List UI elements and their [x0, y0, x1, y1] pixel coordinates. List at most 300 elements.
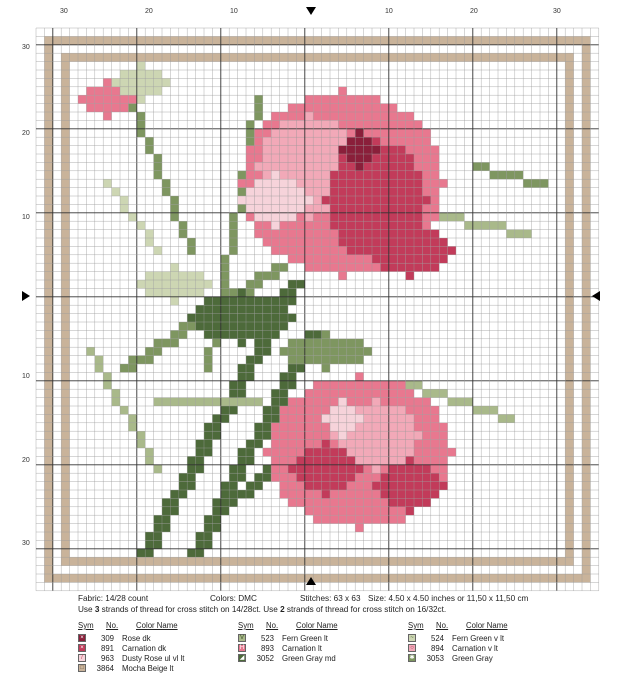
leaf	[246, 305, 254, 313]
flower	[330, 246, 338, 254]
flower	[347, 406, 355, 414]
flower	[414, 246, 422, 254]
leaf	[254, 322, 262, 330]
leaf	[406, 381, 414, 389]
flower	[422, 398, 430, 406]
flower	[330, 431, 338, 439]
flower	[414, 431, 422, 439]
leaf	[338, 356, 346, 364]
flower	[330, 398, 338, 406]
color-number: 3053	[426, 653, 444, 663]
flower	[355, 137, 363, 145]
leaf	[280, 347, 288, 355]
leaf	[103, 372, 111, 380]
flower	[305, 238, 313, 246]
flower-bud	[145, 70, 153, 78]
leaf	[196, 314, 204, 322]
flower	[372, 95, 380, 103]
flower	[406, 188, 414, 196]
flower	[322, 381, 330, 389]
flower	[347, 137, 355, 145]
flower	[296, 490, 304, 498]
flower	[422, 196, 430, 204]
flower	[406, 398, 414, 406]
leaf	[263, 305, 271, 313]
flower	[389, 440, 397, 448]
flower	[347, 120, 355, 128]
flower	[355, 507, 363, 515]
center-marker-left	[22, 291, 30, 301]
flower	[313, 204, 321, 212]
flower	[397, 473, 405, 481]
flower	[338, 95, 346, 103]
flower	[330, 137, 338, 145]
flower	[355, 414, 363, 422]
flower	[296, 465, 304, 473]
flower	[338, 389, 346, 397]
flower	[305, 414, 313, 422]
flower	[389, 196, 397, 204]
flower	[288, 238, 296, 246]
flower	[372, 482, 380, 490]
flower	[330, 406, 338, 414]
flower	[338, 398, 346, 406]
stem	[145, 238, 153, 246]
flower	[322, 238, 330, 246]
flower	[246, 179, 254, 187]
leaf	[330, 356, 338, 364]
flower	[305, 120, 313, 128]
flower	[271, 246, 279, 254]
leaf	[204, 297, 212, 305]
flower	[380, 440, 388, 448]
flower	[355, 221, 363, 229]
stem	[238, 171, 246, 179]
stem	[221, 280, 229, 288]
key-header-name: Color Name	[296, 621, 338, 630]
flower	[397, 423, 405, 431]
flower	[322, 456, 330, 464]
flower	[271, 129, 279, 137]
leaf	[103, 381, 111, 389]
flower	[389, 204, 397, 212]
flower	[364, 179, 372, 187]
flower	[380, 238, 388, 246]
flower	[406, 246, 414, 254]
leaf	[305, 339, 313, 347]
flower	[338, 213, 346, 221]
flower	[431, 146, 439, 154]
leaf	[187, 398, 195, 406]
flower	[397, 179, 405, 187]
flower	[389, 104, 397, 112]
flower	[389, 129, 397, 137]
flower	[355, 515, 363, 523]
flower	[313, 171, 321, 179]
flower	[364, 389, 372, 397]
flower	[364, 146, 372, 154]
flower	[271, 112, 279, 120]
leaf	[448, 398, 456, 406]
leaf	[481, 406, 489, 414]
flower	[380, 414, 388, 422]
flower	[338, 120, 346, 128]
border-stitches	[61, 53, 69, 565]
flower	[263, 196, 271, 204]
flower	[372, 246, 380, 254]
flower	[288, 465, 296, 473]
flower	[280, 162, 288, 170]
flower	[380, 246, 388, 254]
flower	[296, 179, 304, 187]
leaf	[154, 288, 162, 296]
flower	[414, 490, 422, 498]
flower	[372, 465, 380, 473]
stem	[128, 104, 136, 112]
flower	[330, 196, 338, 204]
flower	[380, 196, 388, 204]
flower	[380, 171, 388, 179]
flower	[431, 448, 439, 456]
flower	[322, 473, 330, 481]
flower	[389, 246, 397, 254]
color-number: 3864	[96, 663, 114, 673]
flower	[330, 120, 338, 128]
stitches-info: Stitches: 63 x 63	[300, 594, 361, 603]
key-header-no: No.	[436, 621, 449, 630]
flower	[422, 473, 430, 481]
swatch: V	[239, 635, 244, 641]
color-name: Carnation v lt	[452, 643, 498, 653]
flower	[280, 137, 288, 145]
flower-bud	[137, 70, 145, 78]
leaf	[254, 297, 262, 305]
flower	[380, 389, 388, 397]
stem	[254, 112, 262, 120]
flower	[288, 414, 296, 422]
leaf	[221, 322, 229, 330]
flower	[347, 179, 355, 187]
leaf	[187, 272, 195, 280]
flower	[372, 171, 380, 179]
flower	[431, 154, 439, 162]
flower	[355, 129, 363, 137]
flower	[355, 196, 363, 204]
flower	[422, 440, 430, 448]
flower	[313, 482, 321, 490]
flower	[364, 230, 372, 238]
flower	[439, 482, 447, 490]
flower	[271, 238, 279, 246]
flower	[355, 188, 363, 196]
stem	[120, 196, 128, 204]
flower	[422, 423, 430, 431]
flower	[347, 213, 355, 221]
flower	[431, 188, 439, 196]
leaf	[246, 297, 254, 305]
leaf	[196, 272, 204, 280]
flower	[389, 255, 397, 263]
flower	[322, 213, 330, 221]
flower	[389, 515, 397, 523]
flower	[254, 154, 262, 162]
flower	[296, 188, 304, 196]
flower	[380, 406, 388, 414]
flower	[406, 238, 414, 246]
flower	[355, 230, 363, 238]
flower	[397, 112, 405, 120]
flower-bud	[86, 95, 94, 103]
flower	[414, 263, 422, 271]
flower	[322, 440, 330, 448]
flower	[380, 473, 388, 481]
flower	[313, 246, 321, 254]
flower	[406, 120, 414, 128]
flower	[313, 120, 321, 128]
leaf	[288, 356, 296, 364]
flower	[414, 440, 422, 448]
flower-bud	[154, 70, 162, 78]
flower	[347, 263, 355, 271]
flower	[439, 473, 447, 481]
flower	[355, 423, 363, 431]
flower	[406, 498, 414, 506]
flower	[372, 112, 380, 120]
flower	[330, 129, 338, 137]
flower	[364, 120, 372, 128]
flower	[254, 213, 262, 221]
flower	[288, 431, 296, 439]
leaf	[187, 314, 195, 322]
stem	[229, 238, 237, 246]
flower	[271, 154, 279, 162]
flower	[254, 204, 262, 212]
leaf	[170, 398, 178, 406]
leaf	[170, 280, 178, 288]
color-key-column-2	[238, 621, 338, 663]
flower	[355, 104, 363, 112]
flower	[414, 230, 422, 238]
flower	[448, 448, 456, 456]
flower	[288, 120, 296, 128]
flower	[372, 515, 380, 523]
stem	[221, 263, 229, 271]
flower	[355, 204, 363, 212]
key-header-no: No.	[266, 621, 279, 630]
flower	[422, 414, 430, 422]
flower	[313, 398, 321, 406]
flower	[422, 146, 430, 154]
flower	[406, 146, 414, 154]
flower	[431, 196, 439, 204]
flower	[338, 238, 346, 246]
flower	[347, 171, 355, 179]
flower	[280, 213, 288, 221]
swatch: □	[78, 664, 86, 672]
flower	[397, 196, 405, 204]
flower	[389, 423, 397, 431]
flower-bud	[95, 87, 103, 95]
flower	[406, 263, 414, 271]
flower	[288, 171, 296, 179]
flower	[414, 448, 422, 456]
axis-label-left: 30	[22, 44, 30, 51]
flower	[263, 129, 271, 137]
flower	[288, 456, 296, 464]
flower	[305, 162, 313, 170]
leaf	[238, 339, 246, 347]
flower	[296, 431, 304, 439]
flower	[254, 221, 262, 229]
flower	[397, 221, 405, 229]
flower	[296, 398, 304, 406]
leaf	[187, 288, 195, 296]
flower	[330, 238, 338, 246]
flower	[271, 196, 279, 204]
leaf	[338, 347, 346, 355]
flower	[271, 431, 279, 439]
flower	[322, 498, 330, 506]
flower	[364, 473, 372, 481]
flower	[414, 204, 422, 212]
flower	[406, 465, 414, 473]
flower	[322, 120, 330, 128]
leaf	[229, 322, 237, 330]
flower	[280, 406, 288, 414]
flower	[305, 95, 313, 103]
leaf	[490, 221, 498, 229]
flower	[355, 112, 363, 120]
flower	[439, 456, 447, 464]
flower	[305, 263, 313, 271]
flower-bud	[86, 104, 94, 112]
flower	[422, 406, 430, 414]
color-name: Mocha Beige lt	[122, 663, 174, 673]
flower	[397, 129, 405, 137]
flower	[296, 482, 304, 490]
leaf	[145, 272, 153, 280]
color-number: 309	[100, 633, 114, 643]
flower	[263, 154, 271, 162]
leaf	[330, 347, 338, 355]
flower	[288, 246, 296, 254]
flower	[246, 162, 254, 170]
flower	[397, 381, 405, 389]
stem	[187, 238, 195, 246]
flower	[313, 255, 321, 263]
flower	[296, 498, 304, 506]
leaf	[280, 314, 288, 322]
flower	[431, 204, 439, 212]
flower	[397, 398, 405, 406]
flower	[355, 431, 363, 439]
flower	[431, 263, 439, 271]
flower	[406, 406, 414, 414]
flower	[364, 456, 372, 464]
flower	[280, 440, 288, 448]
flower	[322, 146, 330, 154]
flower	[422, 456, 430, 464]
leaf	[322, 347, 330, 355]
stem	[204, 364, 212, 372]
flower	[439, 179, 447, 187]
swatch: ×	[78, 634, 86, 642]
flower	[355, 95, 363, 103]
flower	[313, 465, 321, 473]
flower	[422, 230, 430, 238]
flower	[296, 137, 304, 145]
flower	[263, 213, 271, 221]
axis-label-top: 10	[230, 8, 238, 15]
flower	[288, 498, 296, 506]
flower-bud	[103, 104, 111, 112]
flower	[389, 448, 397, 456]
key-row	[408, 643, 508, 653]
flower	[330, 490, 338, 498]
flower	[313, 473, 321, 481]
flower	[431, 213, 439, 221]
flower	[355, 162, 363, 170]
flower	[380, 431, 388, 439]
flower	[322, 221, 330, 229]
flower	[280, 179, 288, 187]
flower	[280, 221, 288, 229]
flower	[322, 465, 330, 473]
leaf	[296, 347, 304, 355]
flower	[397, 448, 405, 456]
flower	[305, 171, 313, 179]
color-name: Carnation dk	[122, 643, 167, 653]
flower	[305, 473, 313, 481]
leaf	[187, 280, 195, 288]
flower	[364, 490, 372, 498]
leaf	[347, 347, 355, 355]
flower	[347, 490, 355, 498]
axis-label-top: 20	[145, 8, 153, 15]
flower-bud	[103, 87, 111, 95]
leaf	[179, 272, 187, 280]
flower	[313, 188, 321, 196]
flower	[389, 162, 397, 170]
flower	[338, 381, 346, 389]
flower	[322, 423, 330, 431]
flower	[271, 213, 279, 221]
flower	[347, 95, 355, 103]
flower	[364, 448, 372, 456]
flower	[280, 448, 288, 456]
flower	[296, 255, 304, 263]
flower	[322, 263, 330, 271]
stem	[229, 246, 237, 254]
leaf	[355, 347, 363, 355]
flower	[338, 188, 346, 196]
leaf	[481, 221, 489, 229]
flower	[397, 465, 405, 473]
flower	[422, 498, 430, 506]
flower	[389, 188, 397, 196]
flower	[406, 414, 414, 422]
flower	[372, 389, 380, 397]
flower	[355, 238, 363, 246]
flower-bud	[95, 104, 103, 112]
stem	[145, 230, 153, 238]
flower	[271, 171, 279, 179]
flower	[322, 179, 330, 187]
leaf	[162, 280, 170, 288]
flower	[254, 137, 262, 145]
flower	[406, 272, 414, 280]
flower-bud	[103, 95, 111, 103]
